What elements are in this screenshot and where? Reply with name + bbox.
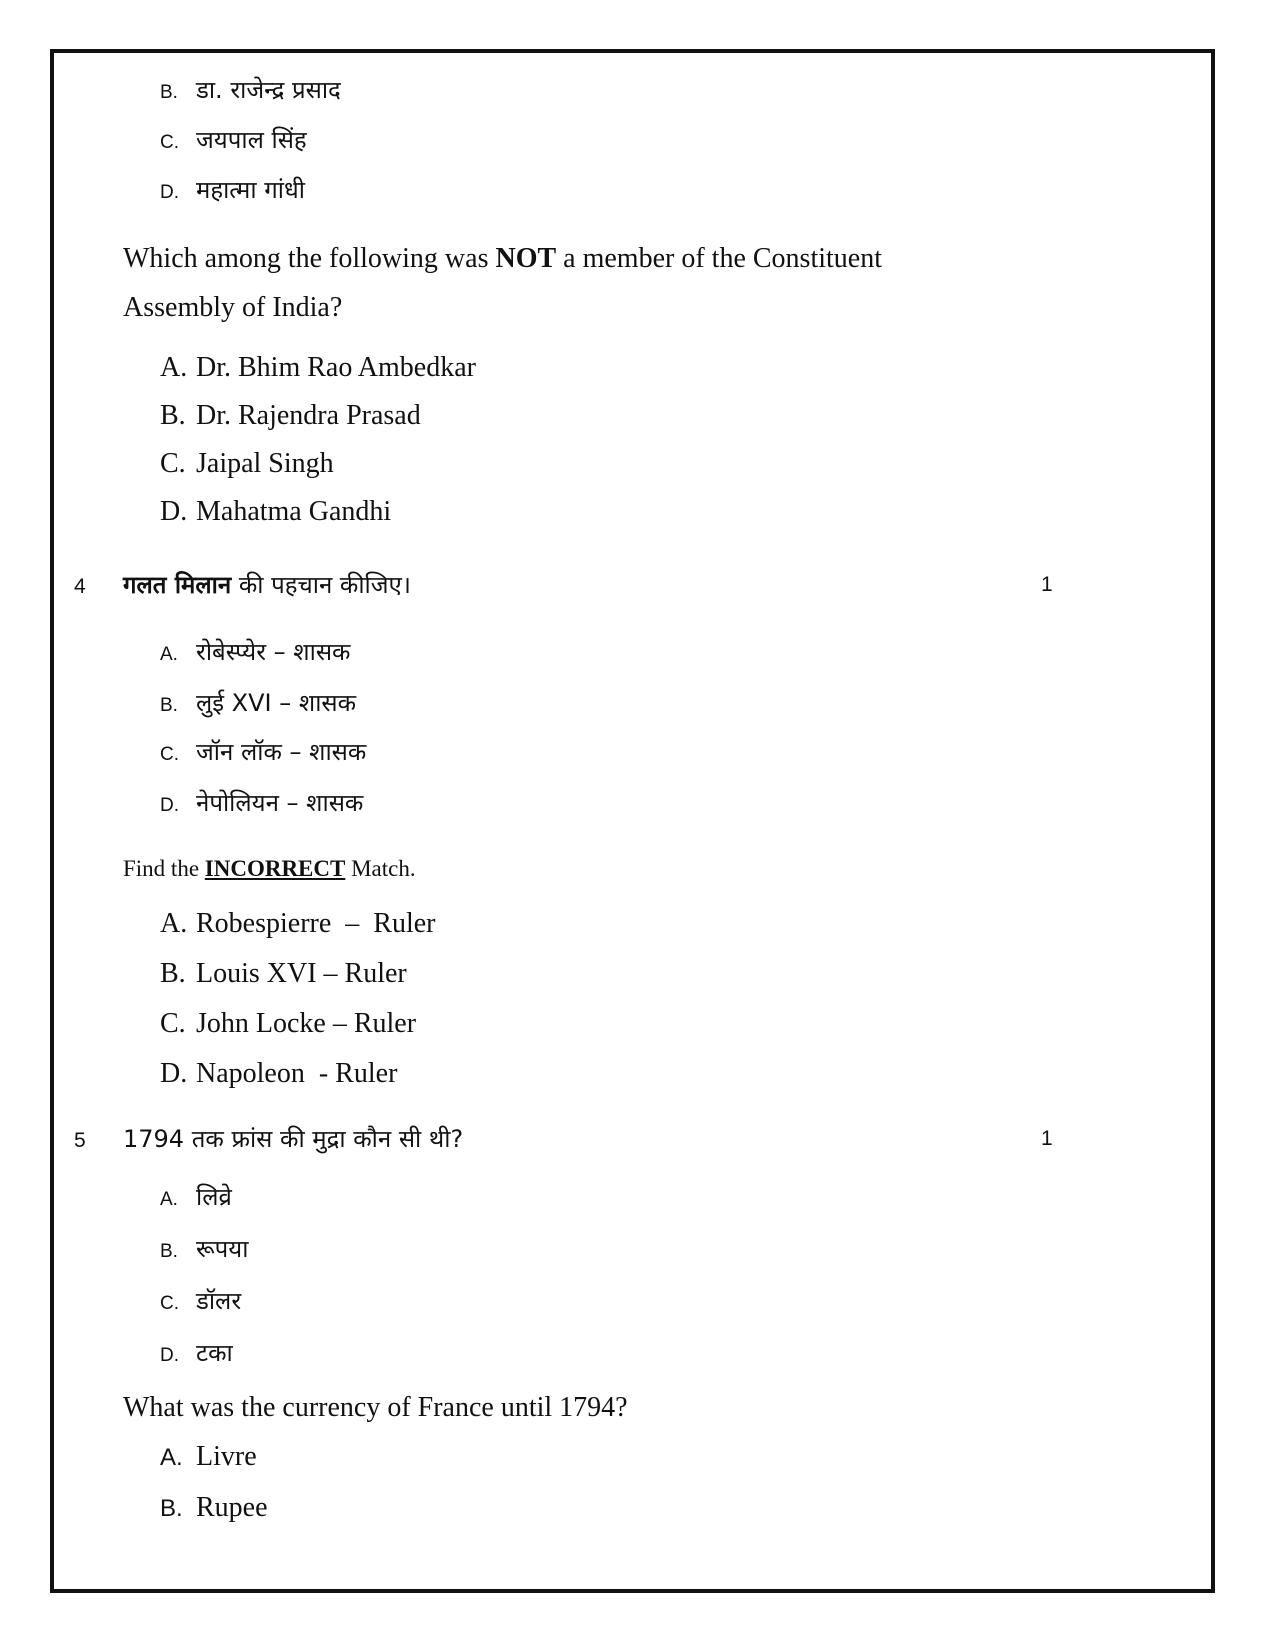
option-letter: C. (160, 448, 186, 479)
question-marks: 1 (1041, 1127, 1053, 1150)
q4-hindi-option-b (160, 686, 356, 719)
option-letter: D. (160, 496, 188, 527)
q4-hindi-option-c (160, 735, 366, 768)
option-letter: C. (160, 132, 179, 153)
q3-english-option-d (160, 496, 391, 528)
question-marks: 1 (1041, 573, 1053, 596)
option-text: Louis XVI – Ruler (196, 958, 407, 989)
option-text: Mahatma Gandhi (196, 496, 392, 527)
question-emphasis: गलत मिलान (123, 571, 232, 599)
q4-hindi-option-a (160, 635, 350, 668)
option-text: नेपोलियन – शासक (196, 789, 364, 817)
option-letter: B. (160, 400, 186, 431)
q3-english-question-line2: Assembly of India? (123, 292, 343, 323)
question-text: Match. (345, 856, 416, 881)
option-text: लुई XVI – शासक (196, 689, 357, 717)
option-text: Napoleon - Ruler (196, 1058, 398, 1089)
option-letter: D. (160, 1058, 188, 1089)
option-letter: B. (160, 1495, 183, 1522)
q3-hindi-option-b (160, 73, 341, 106)
question-text: Find the (123, 856, 205, 881)
option-letter: C. (160, 1293, 179, 1314)
option-text: Livre (196, 1441, 257, 1472)
q5-hindi-question: 1794 तक फ्रांस की मुद्रा कौन सी थी? (123, 1125, 464, 1153)
option-letter: D. (160, 1345, 179, 1366)
option-letter: A. (160, 352, 188, 383)
option-text: टका (196, 1339, 233, 1367)
q3-hindi-option-d (160, 173, 305, 206)
option-text: जॉन लॉक – शासक (196, 738, 367, 766)
option-letter: A. (160, 1189, 178, 1210)
q4-english-option-b (160, 958, 407, 990)
option-text: लिव्रे (196, 1183, 232, 1211)
option-letter: C. (160, 744, 179, 765)
q5-english-option-a (160, 1441, 257, 1473)
question-text: a member of the Constituent (556, 243, 882, 274)
q4-hindi-option-d (160, 786, 363, 819)
q3-english-option-b (160, 400, 421, 432)
q5-english-question: What was the currency of France until 1794? (123, 1392, 628, 1423)
question-text: Which among the following was (123, 243, 496, 274)
option-text: Dr. Rajendra Prasad (196, 400, 421, 431)
q4-english-option-c (160, 1008, 416, 1040)
q5-hindi-option-b (160, 1232, 248, 1265)
option-text: Dr. Bhim Rao Ambedkar (196, 352, 476, 383)
option-text: Jaipal Singh (196, 448, 334, 479)
option-letter: B. (160, 695, 178, 716)
question-number: 5 (74, 1129, 86, 1152)
option-text: John Locke – Ruler (196, 1008, 417, 1039)
option-letter: B. (160, 958, 186, 989)
option-text: डॉलर (196, 1287, 242, 1315)
q3-english-option-c (160, 448, 334, 480)
option-text: Rupee (196, 1492, 268, 1523)
q4-english-option-a (160, 908, 436, 940)
option-letter: A. (160, 908, 188, 939)
q3-english-option-a (160, 352, 476, 384)
option-text: जयपाल सिंह (196, 126, 307, 154)
option-text: रोबेस्प्येर – शासक (196, 638, 351, 666)
option-letter: D. (160, 182, 179, 203)
option-letter: A. (160, 644, 178, 665)
option-letter: C. (160, 1008, 186, 1039)
q5-hindi-option-a (160, 1180, 232, 1213)
option-letter: A. (160, 1444, 183, 1471)
option-letter: D. (160, 795, 179, 816)
question-emphasis: INCORRECT (204, 856, 346, 881)
question-number: 4 (74, 575, 86, 598)
option-text: महात्मा गांधी (196, 176, 305, 204)
option-letter: B. (160, 1241, 178, 1262)
q4-english-option-d (160, 1058, 397, 1090)
q5-hindi-option-d (160, 1336, 233, 1369)
q5-english-option-b (160, 1492, 268, 1524)
option-text: डा. राजेन्द्र प्रसाद (196, 76, 341, 104)
question-emphasis: NOT (495, 243, 557, 274)
option-text: रूपया (196, 1235, 249, 1263)
q4-hindi-question (123, 568, 411, 601)
option-text: Robespierre – Ruler (196, 908, 436, 939)
q5-hindi-option-c (160, 1284, 241, 1317)
question-text: की पहचान कीजिए। (231, 571, 411, 599)
q3-english-question-line1 (123, 243, 882, 275)
q3-hindi-option-c (160, 123, 307, 156)
option-letter: B. (160, 82, 178, 103)
q4-english-question (123, 856, 416, 882)
